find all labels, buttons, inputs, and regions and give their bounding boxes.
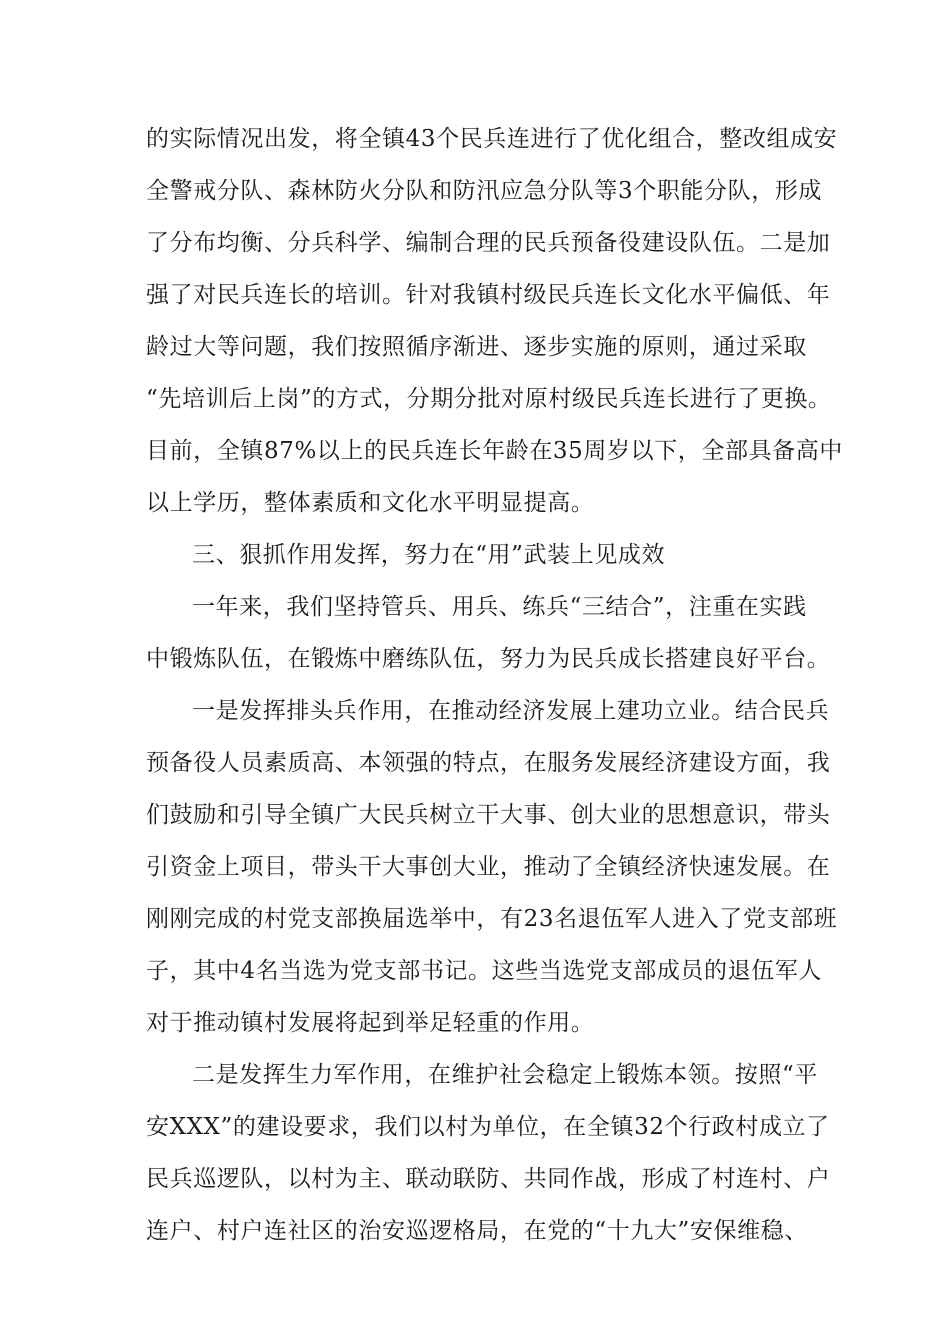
paragraph-line: 强了对民兵连长的培训。针对我镇村级民兵连长文化水平偏低、年 bbox=[146, 282, 831, 308]
paragraph-line: 刚刚完成的村党支部换届选举中，有23名退伍军人进入了党支部班 bbox=[146, 906, 838, 932]
paragraph-line: 连户、村户连社区的治安巡逻格局，在党的“十九大”安保维稳、 bbox=[146, 1218, 808, 1244]
paragraph-line: 安XXX”的建设要求，我们以村为单位，在全镇32个行政村成立了 bbox=[146, 1114, 830, 1140]
paragraph-line: 中锻炼队伍，在锻炼中磨练队伍，努力为民兵成长搭建良好平台。 bbox=[146, 646, 831, 672]
paragraph-line: 引资金上项目，带头干大事创大业，推动了全镇经济快速发展。在 bbox=[146, 854, 831, 880]
paragraph-line: 二是发挥生力军作用，在维护社会稳定上锻炼本领。按照“平 bbox=[192, 1062, 818, 1088]
paragraph-line: 目前，全镇87%以上的民兵连长年龄在35周岁以下，全部具备高中 bbox=[146, 438, 843, 464]
paragraph-line: 一是发挥排头兵作用，在推动经济发展上建功立业。结合民兵 bbox=[192, 698, 830, 724]
section-heading: 三、狠抓作用发挥，努力在“用”武装上见成效 bbox=[192, 542, 666, 568]
paragraph-line: 了分布均衡、分兵科学、编制合理的民兵预备役建设队伍。二是加 bbox=[146, 230, 831, 256]
paragraph-line: 全警戒分队、森林防火分队和防汛应急分队等3个职能分队，形成 bbox=[146, 178, 823, 204]
paragraph-line: 子，其中4名当选为党支部书记。这些当选党支部成员的退伍军人 bbox=[146, 958, 823, 984]
paragraph-line: 龄过大等问题，我们按照循序渐进、逐步实施的原则，通过采取 bbox=[146, 334, 807, 360]
paragraph-line: 们鼓励和引导全镇广大民兵树立干大事、创大业的思想意识，带头 bbox=[146, 802, 831, 828]
paragraph-line: 的实际情况出发，将全镇43个民兵连进行了优化组合，整改组成安 bbox=[146, 126, 838, 152]
paragraph-line: “先培训后上岗”的方式，分期分批对原村级民兵连长进行了更换。 bbox=[146, 386, 832, 412]
paragraph-line: 预备役人员素质高、本领强的特点，在服务发展经济建设方面，我 bbox=[146, 750, 831, 776]
paragraph-line: 对于推动镇村发展将起到举足轻重的作用。 bbox=[146, 1010, 595, 1036]
paragraph-line: 以上学历，整体素质和文化水平明显提高。 bbox=[146, 490, 595, 516]
paragraph-line: 一年来，我们坚持管兵、用兵、练兵“三结合”，注重在实践 bbox=[192, 594, 807, 620]
paragraph-line: 民兵巡逻队，以村为主、联动联防、共同作战，形成了村连村、户 bbox=[146, 1166, 831, 1192]
